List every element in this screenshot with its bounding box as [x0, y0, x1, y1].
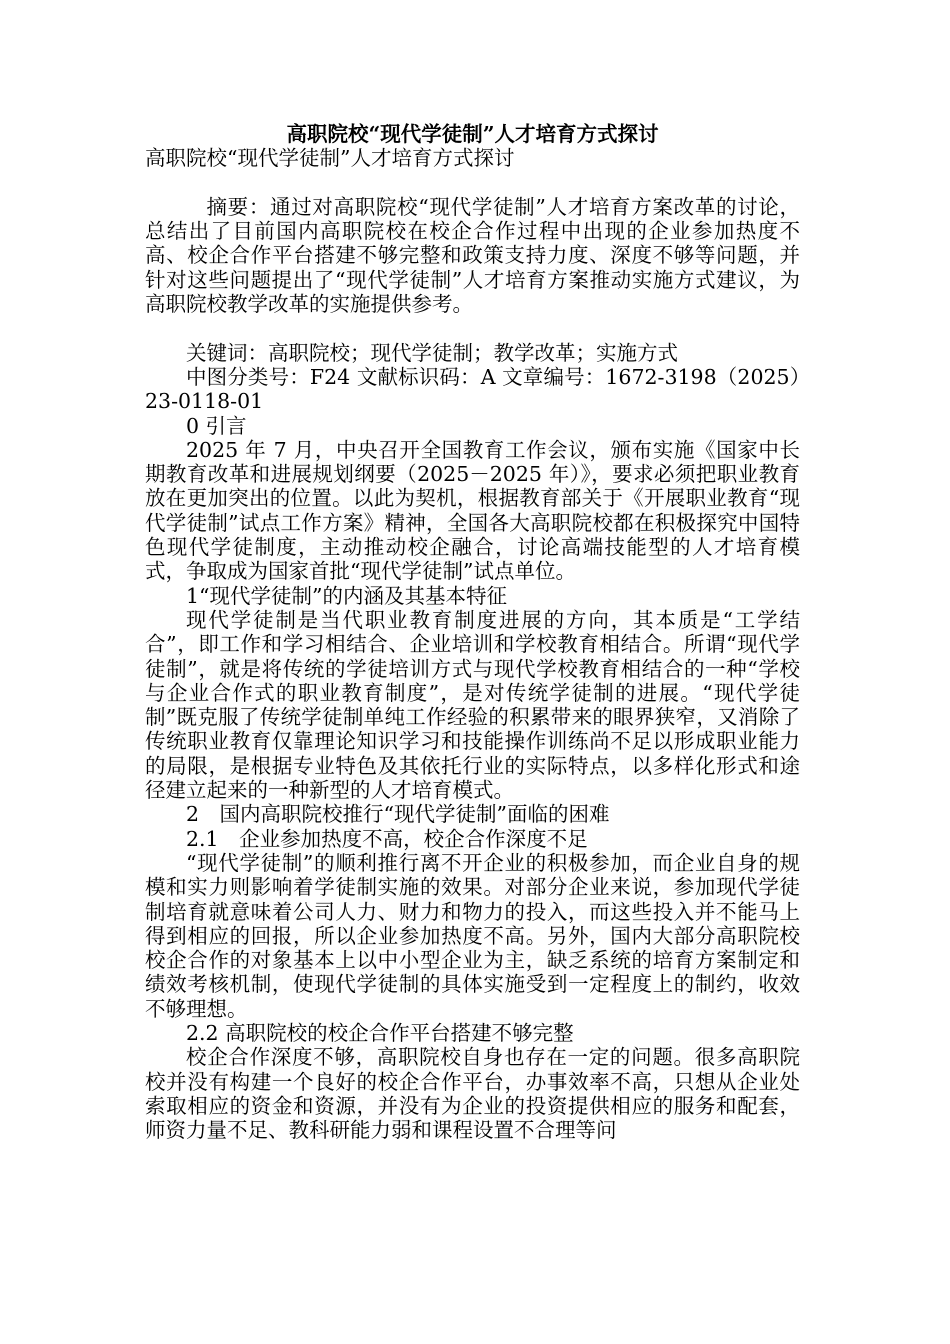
section-heading-2: 2 国内高职院校推行“现代学徒制”面临的困难 — [186, 802, 610, 827]
paragraph-section-2-2: 校企合作深度不够，高职院校自身也存在一定的问题。很多高职院校并没有构建一个良好的校企合作平台，办事效率不高，只想从企业处索取相应的资金和资源，并没有为企业的投资提供相应的服务和配套，师资力量不足、教科研能力弱和课程设置不合理等问 — [145, 1045, 800, 1143]
document-title: 高职院校“现代学徒制”人才培育方式探讨 — [286, 122, 659, 146]
classification-info: 中图分类号：F24 文献标识码：A 文章编号：1672-3198（2025）23-0118-01 — [145, 364, 800, 414]
section-heading-2-2: 2.2 高职院校的校企合作平台搭建不够完整 — [186, 1020, 574, 1045]
paragraph-section-2-1: “现代学徒制”的顺利推行离不开企业的积极参加，而企业自身的规模和实力则影响着学徒制实施的效果。对部分企业来说，参加现代学徒制培育就意味着公司人力、财力和物力的投入，而这些投入并不能马上得到相应的回报，所以企业参加热度不高。另外，国内大部分高职院校校企合作的对象基本上以中小型企业为主，缺乏系统的培育方案制定和绩效考核机制，使现代学徒制的具体实施受到一定程度上的制约，收效不够理想。 — [145, 850, 800, 1021]
blank-line — [145, 171, 800, 195]
abstract: 摘要：通过对高职院校“现代学徒制”人才培育方案改革的讨论，总结出了目前国内高职院校在校企合作过程中出现的企业参加热度不高、校企合作平台搭建不够完整和政策支持力度、深度不够等问题，并针对这些问题提出了“现代学徒制”人才培育方案推动实施方式建议，为高职院校教学改革的实施提供参考。 — [145, 194, 800, 317]
section-heading-1: 1“现代学徒制”的内涵及其基本特征 — [186, 583, 508, 608]
document-subtitle: 高职院校“现代学徒制”人才培育方式探讨 — [145, 146, 515, 171]
keywords: 关键词：高职院校；现代学徒制；教学改革；实施方式 — [186, 340, 678, 365]
section-heading-intro: 0 引言 — [186, 413, 247, 438]
paragraph-section-1: 现代学徒制是当代职业教育制度进展的方向，其本质是“工学结合”，即工作和学习相结合、企业培训和学校教育相结合。所谓“现代学徒制”，就是将传统的学徒培训方式与现代学校教育相结合的一种“学校与企业合作式的职业教育制度”，是对传统学徒制的进展。“现代学徒制”既克服了传统学徒制单纯工作经验的积累带来的眼界狭窄，又消除了传统职业教育仅靠理论知识学习和技能操作训练尚不足以形成职业能力的局限，是根据专业特色及其依托行业的实际特点，以多样化形式和途径建立起来的一种新型的人才培育模式。 — [145, 607, 800, 803]
paragraph-intro: 2025 年 7 月，中央召开全国教育工作会议，颁布实施《国家中长期教育改革和进展规划纲要（2025－2025 年）》，要求必须把职业教育放在更加突出的位置。以此为契机，根据教育部关于《开展职业教育“现代学徒制”试点工作方案》精神，全国各大高职院校都在积极探究中国特色现代学徒制度，主动推动校企融合，讨论高端技能型的人才培育模式，争取成为国家首批“现代学徒制”试点单位。 — [145, 437, 800, 584]
document-body — [145, 122, 800, 1142]
blank-line — [145, 316, 800, 340]
section-heading-2-1: 2.1 企业参加热度不高，校企合作深度不足 — [186, 826, 588, 851]
